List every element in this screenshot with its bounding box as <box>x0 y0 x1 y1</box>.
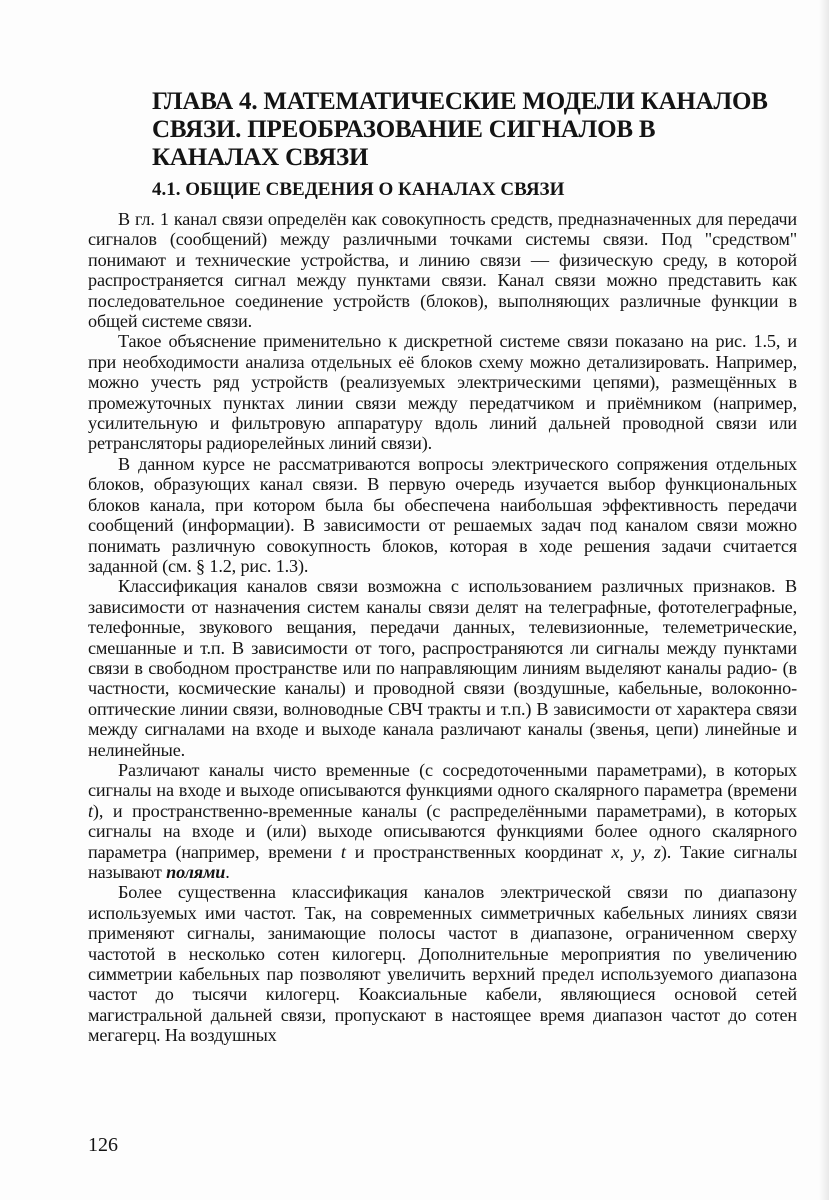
separator-comma-2: , <box>640 841 654 862</box>
paragraph-5-text-4: ). Такие сигналы называют <box>88 841 798 882</box>
paragraph-1: В гл. 1 канал связи определён как совокупность средств, предназначенных для передачи сигналов (сообщений) между различными точками системы связи. Под "средством" понимают и технические устройства, и линию связи — физическую среду, в которой распространяется сигнал между пунктами связи. Канал связи можно представить как последовательное соединение устройств (блоков), выполняющих различные функции в общей системе связи. <box>88 209 797 332</box>
paragraph-4: Классификация каналов связи возможна с использованием различных признаков. В зависимости от назначения систем каналы связи делят на телеграфные, фототелеграфные, телефонные, звукового вещания, передачи данных, телевизионные, телеметрические, смешанные и т.п. В зависимости от того, распространяются ли сигналы между пунктами связи в свободном пространстве или по направляющим линиям выделяют каналы радио- (в частности, космические каналы) и проводной связи (воздушные, кабельные, волоконно-оптические линии связи, волноводные СВЧ тракты и т.п.) В зависимости от характера связи между сигналами на входе и выходе канала различают каналы (звенья, цепи) линейные и нелинейные. <box>88 576 797 760</box>
paragraph-2: Такое объяснение применительно к дискретной системе связи показано на рис. 1.5, и при необходимости анализа отдельных её блоков схему можно детализировать. Например, можно учесть ряд устройств (реализуемых электрическими цепями), размещённых в промежуточных пунктах линии связи между передатчиком и приёмником (например, усилительную и фильтровую аппаратуру вдоль линий дальней проводной связи или ретрансляторы радиорелейных линий связи). <box>88 331 797 454</box>
paragraph-5-text-2: ), и пространственно-временные каналы (с распределёнными параметрами), в которых сигналы на входе и (или) выходе описываются функциями более одного скалярного параметра (например, времени <box>88 800 797 862</box>
variable-t-second: t <box>340 841 346 862</box>
paragraph-6: Более существенна классификация каналов электрической связи по диапазону используемых ими частот. Так, на современных симметричных кабельных линиях связи применяют сигналы, занимающие полосы частот в диапазоне, ограниченном сверху частотой в несколько сотен килогерц. Дополнительные мероприятия по увеличению симметрии кабельных пар позволяют увеличить верхний предел используемого диапазона частот до тысячи килогерц. Коаксиальные кабели, являющиеся основой сетей магистральной дальней связи, пропускают в настоящее время диапазон частот до сотен мегагерц. На воздушных <box>88 882 797 1046</box>
section-title: 4.1. ОБЩИЕ СВЕДЕНИЯ О КАНАЛАХ СВЯЗИ <box>152 179 565 200</box>
separator-comma-1: , <box>619 841 633 862</box>
chapter-title: ГЛАВА 4. МАТЕМАТИЧЕСКИЕ МОДЕЛИ КАНАЛОВ СВЯЗИ. ПРЕОБРАЗОВАНИЕ СИГНАЛОВ В КАНАЛАХ СВЯЗИ <box>152 88 768 171</box>
body-text <box>88 209 797 1046</box>
paragraph-3: В данном курсе не рассматриваются вопросы электрического сопряжения отдельных блоков, образующих канал связи. В первую очередь изучается выбор функциональных блоков канала, при котором была бы обеспечена наибольшая эффективность передачи сообщений (информации). В зависимости от решаемых задач под каналом связи можно понимать различную совокупность блоков, которая в ходе решения задачи считается заданной (см. § 1.2, рис. 1.3). <box>88 453 797 576</box>
term-fields: полями <box>166 862 226 882</box>
paragraph-5-text-5: . <box>225 862 230 882</box>
scan-edge-shadow <box>819 0 829 1200</box>
paragraph-5-text-3: и пространственных координат <box>345 841 612 862</box>
variable-x: x <box>611 841 620 862</box>
paragraph-5 <box>88 760 797 882</box>
paragraph-5-text-1: Различают каналы чисто временные (с сосредоточенными параметрами), в которых сигналы на входе и выходе описываются функциями одного скалярного параметра (времени <box>88 759 797 801</box>
variable-y: y <box>632 841 641 862</box>
page-number: 126 <box>88 1134 118 1156</box>
variable-z: z <box>653 841 661 862</box>
variable-t: t <box>88 800 93 821</box>
